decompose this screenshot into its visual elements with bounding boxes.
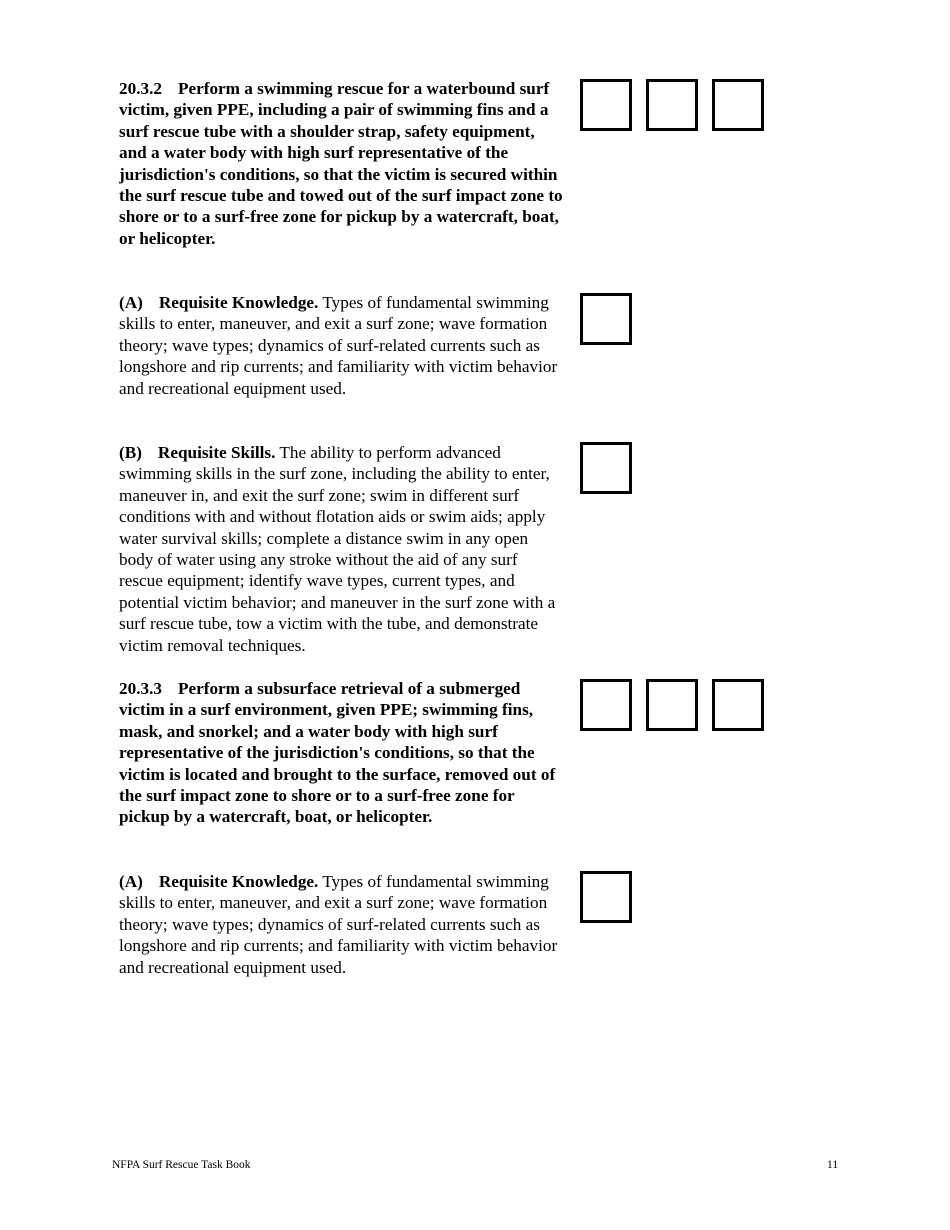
signoff-boxes-knowledge-20-3-2 xyxy=(580,293,632,345)
signoff-boxes-20-3-2 xyxy=(580,79,764,131)
requisite-knowledge-20-3-3 xyxy=(119,871,564,978)
task-20-3-3 xyxy=(119,678,564,828)
task-number: 20.3.2 xyxy=(119,79,162,98)
item-label: Requisite Knowledge. xyxy=(158,872,319,891)
signoff-boxes-knowledge-20-3-3 xyxy=(580,871,632,923)
item-label: Requisite Knowledge. xyxy=(158,293,319,312)
signoff-boxes-20-3-3 xyxy=(580,679,764,731)
signoff-checkbox[interactable] xyxy=(712,79,764,131)
signoff-checkbox[interactable] xyxy=(646,79,698,131)
task-title: Perform a swimming rescue for a waterbound surf victim, given PPE, including a pair of swimming fins and a surf rescue tube with a shoulder strap, safety equipment, and a water body with high surf representative of the jurisdiction's conditions, so that the victim is secured within the surf rescue tube and towed out of the surf impact zone to shore or to a surf-free zone for pickup by a watercraft, boat, or helicopter. xyxy=(119,79,563,248)
signoff-checkbox[interactable] xyxy=(580,679,632,731)
signoff-checkbox[interactable] xyxy=(646,679,698,731)
signoff-boxes-skills-20-3-2 xyxy=(580,442,632,494)
item-text: Types of fundamental swimming skills to enter, maneuver, and exit a surf zone; wave formation theory; wave types; dynamics of surf-related currents such as longshore and rip currents; and familiarity with victim behavior and recreational equipment used. xyxy=(119,293,558,398)
task-number: 20.3.3 xyxy=(119,679,162,698)
requisite-knowledge-20-3-2 xyxy=(119,292,564,399)
item-letter: (A) xyxy=(119,872,143,891)
page-number: 11 xyxy=(827,1159,839,1171)
signoff-checkbox[interactable] xyxy=(580,293,632,345)
footer-title: NFPA Surf Rescue Task Book xyxy=(112,1159,251,1171)
task-title: Perform a subsurface retrieval of a submerged victim in a surf environment, given PPE; swimming fins, mask, and snorkel; and a water body with high surf representative of the jurisdiction's conditions, so that the victim is located and brought to the surface, removed out of the surf impact zone to shore or to a surf-free zone for pickup by a watercraft, boat, or helicopter. xyxy=(119,679,556,827)
item-label: Requisite Skills. xyxy=(157,443,276,462)
task-20-3-2 xyxy=(119,78,564,249)
signoff-checkbox[interactable] xyxy=(580,79,632,131)
item-letter: (B) xyxy=(119,443,142,462)
item-text: The ability to perform advanced swimming skills in the surf zone, including the ability to enter, maneuver in, and exit the surf zone; swim in different surf conditions with and without flotation aids or swim aids; apply water survival skills; complete a distance swim in any open body of water using any stroke without the aid of any surf rescue equipment; identify wave types, current types, and potential victim behavior; and maneuver in the surf zone with a surf rescue tube, tow a victim with the tube, and demonstrate victim removal techniques. xyxy=(119,443,556,655)
signoff-checkbox[interactable] xyxy=(712,679,764,731)
signoff-checkbox[interactable] xyxy=(580,871,632,923)
item-text: Types of fundamental swimming skills to enter, maneuver, and exit a surf zone; wave formation theory; wave types; dynamics of surf-related currents such as longshore and rip currents; and familiarity with victim behavior and recreational equipment used. xyxy=(119,872,558,977)
item-letter: (A) xyxy=(119,293,143,312)
requisite-skills-20-3-2 xyxy=(119,442,564,656)
signoff-checkbox[interactable] xyxy=(580,442,632,494)
